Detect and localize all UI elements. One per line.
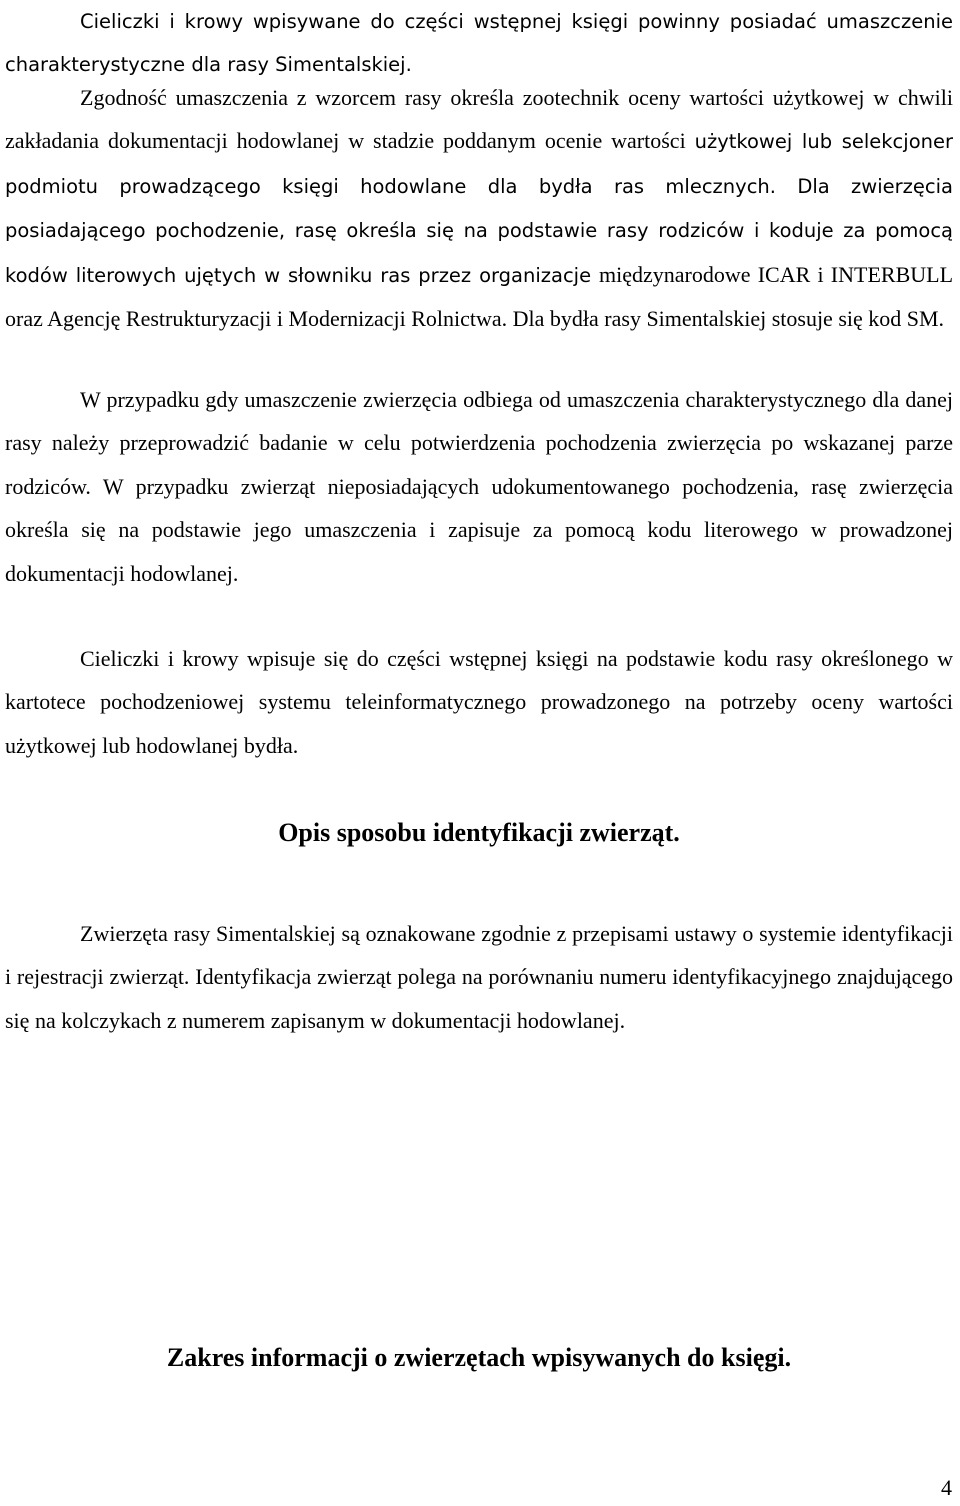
paragraph-text: użytkowej lub selekcjoner podmiotu prowadzącego księgi hodowlane dla bydła ras mlecznych. Dla zwierzęcia posiadającego pochodzenie, rasę określa się na podstawie rasy rodziców i koduje za pomocą kodów literowych ujętych w słowniku ras przez organizacje bbox=[5, 130, 954, 287]
paragraph bbox=[5, 76, 953, 340]
page-number: 4 bbox=[941, 1475, 952, 1500]
paragraph: Cieliczki i krowy wpisywane do części wstępnej księgi powinny posiadać umaszczenie charakterystyczne dla rasy Simentalskiej. bbox=[5, 10, 953, 77]
paragraph: Zwierzęta rasy Simentalskiej są oznakowane zgodnie z przepisami ustawy o systemie identyfikacji i rejestracji zwierząt. Identyfikacja zwierząt polega na porównaniu numeru identyfikacyjnego znajdującego się na kolczykach z numerem zapisanym w dokumentacji hodowlanej. bbox=[5, 921, 953, 1033]
section-heading: Opis sposobu identyfikacji zwierząt. bbox=[278, 818, 680, 847]
paragraph-text: międzynarodowe ICAR i INTERBULL oraz Agencję Restrukturyzacji i Modernizacji Rolnictwa. Dla bydła rasy Simentalskiej stosuje się kod SM. bbox=[5, 261, 954, 332]
paragraph-text: Zgodność umaszczenia z wzorcem rasy określa zootechnik oceny wartości użytkowej w chwili zakładania dokumentacji hodowlanej w stadzie poddanym ocenie wartości bbox=[5, 85, 953, 154]
paragraph: Cieliczki i krowy wpisuje się do części wstępnej księgi na podstawie kodu rasy określonego w kartotece pochodzeniowej systemu teleinformatycznego prowadzonego na potrzeby oceny wartości użytkowej lub hodowlanej bydła. bbox=[5, 646, 953, 758]
paragraph: W przypadku gdy umaszczenie zwierzęcia odbiega od umaszczenia charakterystycznego dla danej rasy należy przeprowadzić badanie w celu potwierdzenia pochodzenia zwierzęcia po wskazanej parze rodziców. W przypadku zwierząt nieposiadających udokumentowanego pochodzenia, rasę zwierzęcia określa się na podstawie jego umaszczenia i zapisuje za pomocą kodu literowego w prowadzonej dokumentacji hodowlanej. bbox=[5, 387, 953, 586]
section-heading: Zakres informacji o zwierzętach wpisywanych do księgi. bbox=[166, 1343, 792, 1372]
